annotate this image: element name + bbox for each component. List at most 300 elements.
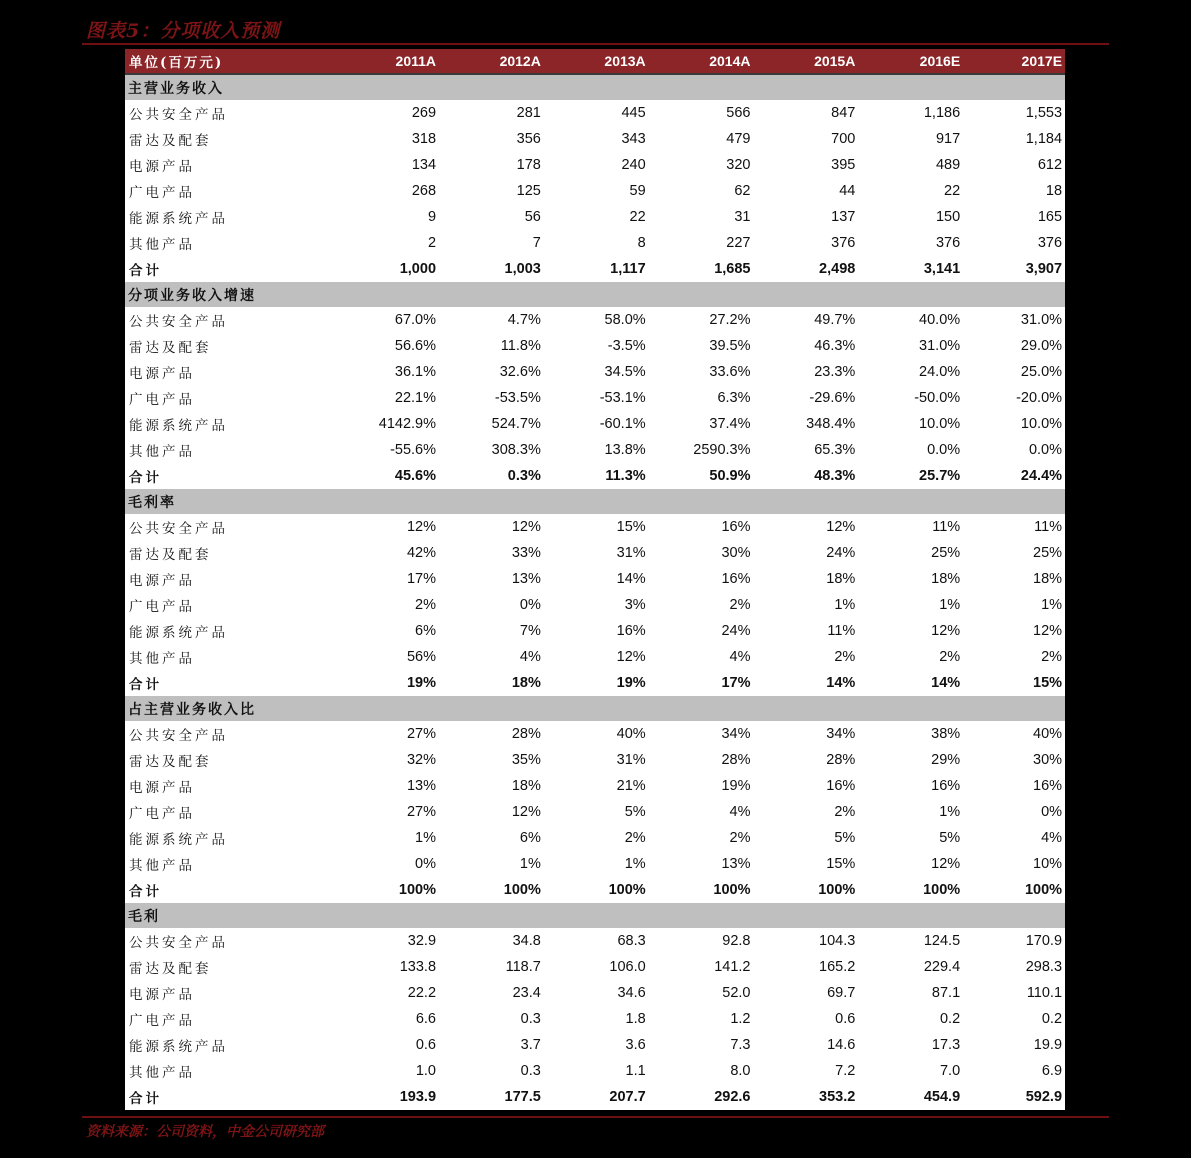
- section-revenue-growth: [125, 282, 1065, 489]
- cell-value: 7.0: [939, 1063, 961, 1079]
- cell-value: 6.6: [415, 1011, 437, 1027]
- cell-value: 4%: [729, 804, 751, 820]
- cell-value: 17%: [721, 675, 751, 691]
- row-label: 广电产品: [129, 806, 195, 822]
- cell-value: 15%: [826, 856, 856, 872]
- source-note: 资料来源：公司资料，中金公司研究部: [86, 1124, 324, 1140]
- year-header: 2017E: [1021, 53, 1063, 69]
- row-label: 公共安全产品: [129, 521, 228, 537]
- cell-value: 40%: [616, 726, 646, 742]
- cell-value: 16%: [721, 571, 751, 587]
- cell-value: 1,000: [399, 261, 437, 277]
- cell-value: 34%: [826, 726, 856, 742]
- cell-value: 0.6: [835, 1011, 856, 1027]
- cell-value: 100%: [818, 882, 856, 898]
- cell-value: 5%: [834, 830, 856, 846]
- row-label: 电源产品: [129, 159, 195, 175]
- cell-value: 454.9: [923, 1089, 961, 1105]
- section-gross-margin: [125, 489, 1065, 696]
- year-header: 2011A: [395, 53, 437, 69]
- cell-value: 34.6: [617, 985, 646, 1001]
- cell-value: 524.7%: [491, 416, 541, 432]
- cell-value: 4%: [729, 649, 751, 665]
- row-label: 公共安全产品: [129, 107, 228, 123]
- total-row: [125, 670, 1065, 696]
- year-header: 2016E: [919, 53, 961, 69]
- cell-value: 177.5: [504, 1089, 541, 1105]
- row-label: 能源系统产品: [129, 625, 228, 641]
- figure-title: 图表5：分项收入预测: [86, 20, 281, 42]
- cell-value: 104.3: [819, 933, 856, 949]
- cell-value: 6.3%: [717, 390, 751, 406]
- row-label: 其他产品: [129, 858, 195, 874]
- cell-value: 58.0%: [604, 312, 646, 328]
- cell-value: 612: [1037, 157, 1063, 173]
- table-row: [125, 618, 1065, 644]
- cell-value: 32.6%: [499, 364, 541, 380]
- cell-value: 445: [621, 105, 646, 121]
- row-label: 其他产品: [129, 444, 195, 460]
- table-row: [125, 851, 1065, 877]
- cell-value: -53.5%: [494, 390, 541, 406]
- cell-value: 69.7: [827, 985, 856, 1001]
- cell-value: 31%: [616, 545, 646, 561]
- total-row: [125, 256, 1065, 282]
- table-body: [125, 75, 1065, 1110]
- cell-value: 18%: [511, 675, 541, 691]
- cell-value: 0.2: [939, 1011, 961, 1027]
- row-label: 电源产品: [129, 987, 195, 1003]
- unit-label: 单位(百万元): [129, 55, 224, 71]
- cell-value: 40%: [1033, 726, 1063, 742]
- cell-value: 1,553: [1025, 105, 1063, 121]
- cell-value: 23.3%: [814, 364, 856, 380]
- cell-value: 13.8%: [604, 442, 646, 458]
- total-row: [125, 1084, 1065, 1110]
- year-header: 2015A: [814, 53, 856, 69]
- cell-value: 29%: [931, 752, 961, 768]
- cell-value: 6%: [415, 623, 437, 639]
- table-row: [125, 437, 1065, 463]
- cell-value: 62: [734, 183, 751, 199]
- cell-value: 11.3%: [605, 468, 646, 484]
- row-label: 雷达及配套: [129, 133, 212, 149]
- cell-value: 353.2: [819, 1089, 856, 1105]
- cell-value: 5%: [624, 804, 646, 820]
- cell-value: 67.0%: [394, 312, 437, 328]
- cell-value: 15%: [616, 519, 646, 535]
- row-label: 合计: [129, 884, 162, 900]
- table-row: [125, 928, 1065, 954]
- table-row: [125, 980, 1065, 1006]
- cell-value: 25%: [1033, 545, 1063, 561]
- cell-value: 59: [629, 183, 646, 199]
- cell-value: 40.0%: [919, 312, 961, 328]
- table-row: [125, 747, 1065, 773]
- table-row: [125, 592, 1065, 618]
- row-label: 公共安全产品: [129, 728, 228, 744]
- cell-value: 4%: [519, 649, 541, 665]
- cell-value: 100%: [608, 882, 646, 898]
- cell-value: 33.6%: [709, 364, 751, 380]
- cell-value: 100%: [923, 882, 961, 898]
- cell-value: 193.9: [399, 1089, 437, 1105]
- year-header: 2014A: [709, 53, 751, 69]
- cell-value: 28%: [826, 752, 856, 768]
- cell-value: 12%: [616, 649, 646, 665]
- footer-divider: [82, 1116, 1109, 1118]
- row-label: 能源系统产品: [129, 1039, 228, 1055]
- cell-value: 3.6: [625, 1037, 646, 1053]
- cell-value: 308.3%: [491, 442, 541, 458]
- table-row: [125, 1058, 1065, 1084]
- cell-value: 207.7: [609, 1089, 646, 1105]
- cell-value: 14.6: [827, 1037, 856, 1053]
- cell-value: 65.3%: [814, 442, 856, 458]
- cell-value: 376: [1037, 235, 1063, 251]
- cell-value: 1%: [834, 597, 856, 613]
- cell-value: 16%: [616, 623, 646, 639]
- cell-value: -60.1%: [599, 416, 646, 432]
- cell-value: 489: [935, 157, 961, 173]
- cell-value: 4.7%: [507, 312, 541, 328]
- cell-value: 2%: [415, 597, 437, 613]
- cell-value: 13%: [511, 571, 541, 587]
- cell-value: 11%: [1034, 519, 1063, 535]
- cell-value: 1,685: [714, 261, 751, 277]
- cell-value: 24%: [721, 623, 751, 639]
- cell-value: -50.0%: [914, 390, 961, 406]
- cell-value: 92.8: [722, 933, 751, 949]
- row-label: 电源产品: [129, 780, 195, 796]
- cell-value: 1%: [519, 856, 541, 872]
- cell-value: 1%: [1041, 597, 1063, 613]
- row-label: 电源产品: [129, 366, 195, 382]
- cell-value: 2%: [729, 597, 751, 613]
- cell-value: 68.3: [617, 933, 646, 949]
- cell-value: 0%: [519, 597, 541, 613]
- cell-value: 165.2: [819, 959, 856, 975]
- table-row: [125, 333, 1065, 359]
- cell-value: 10.0%: [919, 416, 961, 432]
- cell-value: 15%: [1033, 675, 1063, 691]
- section-title: 毛利率: [125, 489, 1065, 514]
- cell-value: 6%: [519, 830, 541, 846]
- cell-value: 7%: [519, 623, 541, 639]
- section-title: 主营业务收入: [125, 75, 1065, 100]
- cell-value: 1.2: [730, 1011, 751, 1027]
- cell-value: 240: [621, 157, 646, 173]
- cell-value: 32.9: [407, 933, 437, 949]
- cell-value: 0.3%: [507, 468, 541, 484]
- cell-value: 100%: [503, 882, 541, 898]
- row-label: 雷达及配套: [129, 754, 212, 770]
- row-label: 其他产品: [129, 237, 195, 253]
- cell-value: 320: [726, 157, 751, 173]
- table-row: [125, 721, 1065, 747]
- cell-value: 2%: [834, 649, 856, 665]
- table-row: [125, 385, 1065, 411]
- table-row: [125, 307, 1065, 333]
- cell-value: 1,184: [1025, 131, 1063, 147]
- cell-value: 1,003: [504, 261, 541, 277]
- cell-value: 376: [831, 235, 856, 251]
- cell-value: 1%: [624, 856, 646, 872]
- cell-value: 19%: [406, 675, 437, 691]
- cell-value: 30%: [1033, 752, 1063, 768]
- cell-value: 2%: [729, 830, 751, 846]
- cell-value: -3.5%: [607, 338, 646, 354]
- section-gross-profit: [125, 903, 1065, 1110]
- cell-value: 12%: [826, 519, 856, 535]
- cell-value: 356: [516, 131, 541, 147]
- cell-value: 2: [427, 235, 437, 251]
- table-row: [125, 126, 1065, 152]
- cell-value: 46.3%: [814, 338, 856, 354]
- table-row: [125, 152, 1065, 178]
- cell-value: 269: [411, 105, 437, 121]
- row-label: 电源产品: [129, 573, 195, 589]
- total-row: [125, 463, 1065, 489]
- cell-value: 16%: [826, 778, 856, 794]
- cell-value: 22.2: [407, 985, 437, 1001]
- cell-value: 18: [1045, 183, 1063, 199]
- cell-value: 13%: [721, 856, 751, 872]
- cell-value: 28%: [511, 726, 541, 742]
- cell-value: 45.6%: [394, 468, 437, 484]
- cell-value: 16%: [931, 778, 961, 794]
- table-row: [125, 204, 1065, 230]
- cell-value: 27%: [406, 804, 437, 820]
- row-label: 公共安全产品: [129, 314, 228, 330]
- cell-value: 52.0: [722, 985, 751, 1001]
- section-revenue-share: [125, 696, 1065, 903]
- cell-value: 31: [734, 209, 751, 225]
- cell-value: 18%: [931, 571, 961, 587]
- row-label: 广电产品: [129, 1013, 195, 1029]
- cell-value: 298.3: [1025, 959, 1063, 975]
- row-label: 能源系统产品: [129, 832, 228, 848]
- table-row: [125, 1006, 1065, 1032]
- row-label: 合计: [129, 1091, 162, 1107]
- row-label: 其他产品: [129, 651, 195, 667]
- cell-value: 281: [516, 105, 541, 121]
- cell-value: 2%: [624, 830, 646, 846]
- cell-value: 24.4%: [1020, 468, 1063, 484]
- cell-value: 100%: [398, 882, 437, 898]
- cell-value: 16%: [1033, 778, 1063, 794]
- table-row: [125, 644, 1065, 670]
- cell-value: 847: [831, 105, 856, 121]
- cell-value: 229.4: [923, 959, 961, 975]
- cell-value: 125: [516, 183, 541, 199]
- cell-value: 1.8: [625, 1011, 646, 1027]
- cell-value: 13%: [406, 778, 437, 794]
- cell-value: 343: [621, 131, 646, 147]
- section-title: 分项业务收入增速: [125, 282, 1065, 307]
- cell-value: 12%: [406, 519, 437, 535]
- section-title: 毛利: [125, 903, 1065, 928]
- cell-value: 24%: [826, 545, 856, 561]
- cell-value: 18%: [511, 778, 541, 794]
- cell-value: 36.1%: [394, 364, 437, 380]
- cell-value: 2%: [1041, 649, 1063, 665]
- cell-value: 42%: [406, 545, 437, 561]
- cell-value: 1%: [415, 830, 437, 846]
- cell-value: 28%: [721, 752, 751, 768]
- row-label: 合计: [129, 470, 162, 486]
- row-label: 广电产品: [129, 392, 195, 408]
- cell-value: 4142.9%: [378, 416, 437, 432]
- cell-value: 31%: [616, 752, 646, 768]
- cell-value: 141.2: [714, 959, 751, 975]
- table-row: [125, 566, 1065, 592]
- cell-value: 2590.3%: [693, 442, 751, 458]
- table-row: [125, 411, 1065, 437]
- cell-value: 0.2: [1041, 1011, 1063, 1027]
- cell-value: 7.2: [835, 1063, 856, 1079]
- cell-value: 16%: [721, 519, 751, 535]
- cell-value: 1%: [939, 597, 961, 613]
- row-label: 能源系统产品: [129, 418, 228, 434]
- table-row: [125, 954, 1065, 980]
- cell-value: 56: [524, 209, 541, 225]
- row-label: 能源系统产品: [129, 211, 228, 227]
- cell-value: 14%: [826, 675, 856, 691]
- cell-value: 917: [935, 131, 961, 147]
- cell-value: 700: [831, 131, 856, 147]
- cell-value: 11%: [932, 519, 961, 535]
- cell-value: 0%: [1041, 804, 1063, 820]
- cell-value: 110.1: [1026, 985, 1063, 1001]
- cell-value: 27%: [406, 726, 437, 742]
- cell-value: 19%: [616, 675, 646, 691]
- cell-value: 0.0%: [1028, 442, 1063, 458]
- cell-value: 0.6: [415, 1037, 437, 1053]
- cell-value: -20.0%: [1016, 390, 1063, 406]
- cell-value: 8: [637, 235, 646, 251]
- cell-value: 11.8%: [500, 338, 541, 354]
- cell-value: 18%: [826, 571, 856, 587]
- cell-value: 1,117: [610, 261, 646, 277]
- cell-value: 178: [516, 157, 541, 173]
- cell-value: 31.0%: [1020, 312, 1063, 328]
- year-header: 2013A: [604, 53, 646, 69]
- cell-value: 2%: [939, 649, 961, 665]
- cell-value: 395: [831, 157, 856, 173]
- cell-value: 7: [532, 235, 541, 251]
- cell-value: 6.9: [1041, 1063, 1063, 1079]
- table-row: [125, 230, 1065, 256]
- cell-value: 134: [411, 157, 437, 173]
- cell-value: 566: [726, 105, 751, 121]
- cell-value: 150: [935, 209, 961, 225]
- cell-value: 3,141: [923, 261, 961, 277]
- cell-value: 7.3: [730, 1037, 751, 1053]
- cell-value: 268: [411, 183, 437, 199]
- table-row: [125, 514, 1065, 540]
- cell-value: 4%: [1041, 830, 1063, 846]
- cell-value: 25.0%: [1020, 364, 1063, 380]
- cell-value: 34%: [721, 726, 751, 742]
- cell-value: 318: [411, 131, 437, 147]
- cell-value: 17%: [406, 571, 437, 587]
- cell-value: 29.0%: [1020, 338, 1063, 354]
- row-label: 合计: [129, 677, 162, 693]
- title-divider: [82, 43, 1109, 45]
- row-label: 雷达及配套: [129, 961, 212, 977]
- section-main-revenue: [125, 75, 1065, 282]
- row-label: 合计: [129, 263, 162, 279]
- row-label: 雷达及配套: [129, 340, 212, 356]
- cell-value: 479: [726, 131, 751, 147]
- cell-value: 11%: [827, 623, 856, 639]
- cell-value: 19.9: [1033, 1037, 1063, 1053]
- row-label: 广电产品: [129, 185, 195, 201]
- cell-value: 31.0%: [919, 338, 961, 354]
- cell-value: 49.7%: [814, 312, 856, 328]
- cell-value: 12%: [511, 804, 541, 820]
- cell-value: 118.7: [505, 959, 541, 975]
- cell-value: 376: [935, 235, 961, 251]
- cell-value: 0.3: [520, 1063, 541, 1079]
- cell-value: 34.8: [512, 933, 541, 949]
- cell-value: 87.1: [931, 985, 961, 1001]
- cell-value: 1,186: [923, 105, 961, 121]
- cell-value: 3.7: [520, 1037, 541, 1053]
- cell-value: 14%: [616, 571, 646, 587]
- cell-value: 2,498: [819, 261, 856, 277]
- cell-value: 12%: [931, 856, 961, 872]
- table-row: [125, 825, 1065, 851]
- cell-value: 1.0: [415, 1063, 437, 1079]
- row-label: 公共安全产品: [129, 935, 228, 951]
- cell-value: 32%: [406, 752, 437, 768]
- cell-value: 34.5%: [604, 364, 646, 380]
- cell-value: 14%: [931, 675, 961, 691]
- cell-value: 124.5: [923, 933, 961, 949]
- cell-value: 10.0%: [1020, 416, 1063, 432]
- cell-value: 137: [831, 209, 856, 225]
- row-label: 其他产品: [129, 1065, 195, 1081]
- cell-value: 17.3: [931, 1037, 961, 1053]
- cell-value: -29.6%: [809, 390, 856, 406]
- section-title: 占主营业务收入比: [125, 696, 1065, 721]
- cell-value: -55.6%: [390, 442, 437, 458]
- cell-value: 38%: [931, 726, 961, 742]
- table-row: [125, 540, 1065, 566]
- cell-value: 39.5%: [709, 338, 751, 354]
- table-row: [125, 178, 1065, 204]
- cell-value: 12%: [931, 623, 961, 639]
- cell-value: 5%: [939, 830, 961, 846]
- cell-value: 56%: [406, 649, 437, 665]
- cell-value: 592.9: [1025, 1089, 1063, 1105]
- cell-value: 227: [726, 235, 751, 251]
- cell-value: 3%: [624, 597, 646, 613]
- cell-value: 12%: [511, 519, 541, 535]
- cell-value: 3,907: [1025, 261, 1063, 277]
- cell-value: 24.0%: [919, 364, 961, 380]
- year-header: 2012A: [499, 53, 541, 69]
- cell-value: 44: [839, 183, 856, 199]
- cell-value: 348.4%: [806, 416, 856, 432]
- cell-value: 170.9: [1025, 933, 1063, 949]
- cell-value: 25%: [931, 545, 961, 561]
- row-label: 广电产品: [129, 599, 195, 615]
- forecast-table: [125, 49, 1065, 1110]
- cell-value: 1%: [939, 804, 961, 820]
